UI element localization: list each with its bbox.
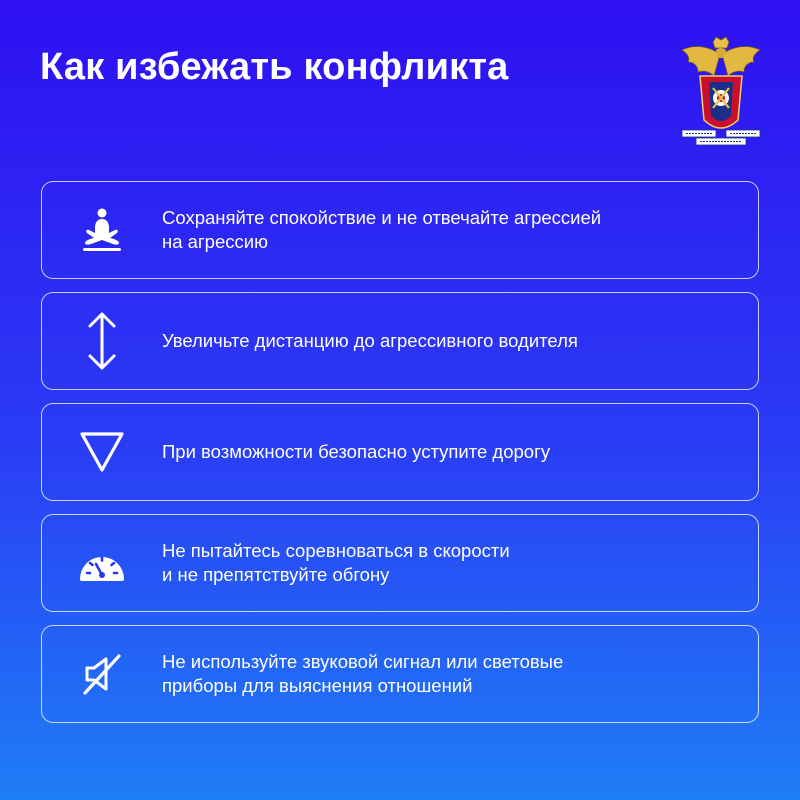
list-item xyxy=(41,181,759,279)
list-item xyxy=(41,625,759,723)
tip-text-line: Увеличьте дистанцию до агрессивного водителя xyxy=(162,330,578,351)
tip-text-line: и не препятствуйте обгону xyxy=(162,564,390,585)
vertical-arrows-icon xyxy=(42,292,162,390)
tip-text-line: Не пытайтесь соревноваться в скорости xyxy=(162,540,510,561)
police-emblem-icon xyxy=(680,36,762,152)
speedometer-icon xyxy=(42,514,162,612)
tips-list xyxy=(41,181,759,736)
list-item xyxy=(41,292,759,390)
tip-text-line: приборы для выяснения отношений xyxy=(162,675,473,696)
tip-text-line: на агрессию xyxy=(162,231,268,252)
mute-sound-icon xyxy=(42,625,162,723)
list-item xyxy=(41,514,759,612)
tip-text-line: Не используйте звуковой сигнал или световые xyxy=(162,651,564,672)
page-title: Как избежать конфликта xyxy=(40,46,509,88)
yield-triangle-icon xyxy=(42,403,162,501)
tip-text-line: При возможности безопасно уступите дорогу xyxy=(162,441,551,462)
tip-text-line: Сохраняйте спокойствие и не отвечайте агрессией xyxy=(162,207,602,228)
meditation-icon xyxy=(42,181,162,279)
list-item xyxy=(41,403,759,501)
